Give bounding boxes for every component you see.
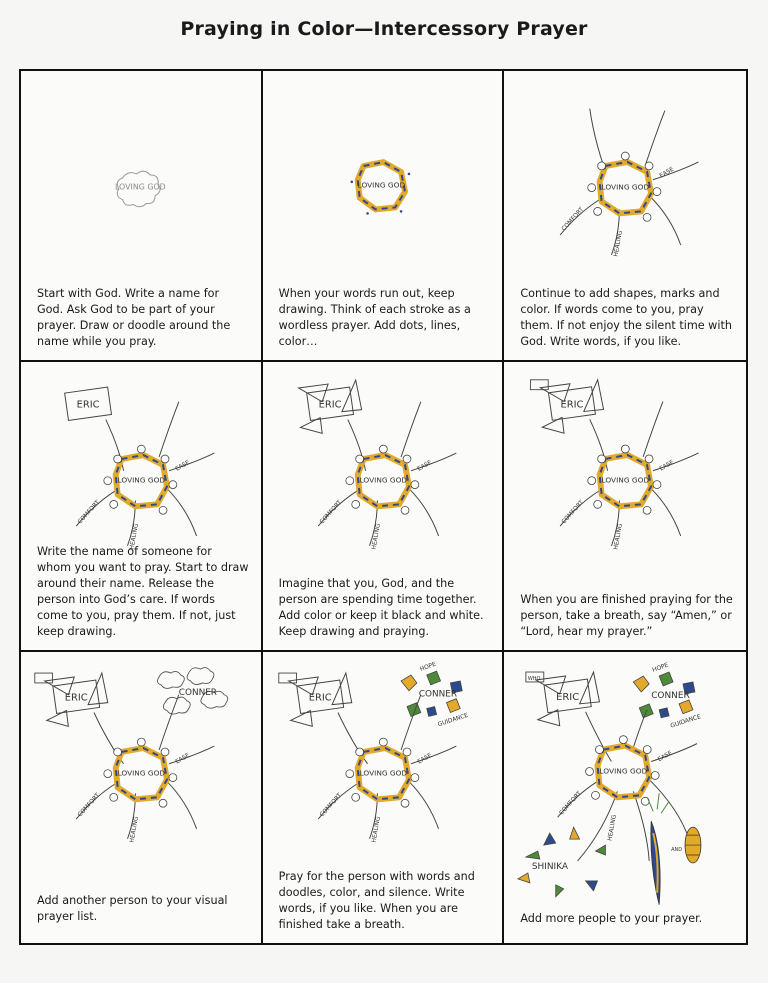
eric-label: ERIC: [318, 399, 342, 411]
step-8-caption: Pray for the person with words and doodles, color, and silence. Write words, if you like. When you are finished take a breath.: [278, 869, 475, 931]
shinika-label: SHINIKA: [532, 862, 569, 873]
step-panel-1: [21, 71, 263, 362]
step-5-caption: Imagine that you, God, and the person are spending time together. Add color or keep it black and white. Keep drawing and praying.: [278, 577, 484, 639]
hope-label: HOPE: [651, 661, 670, 675]
healing-label: HEALING: [606, 814, 619, 842]
guidance-label: GUIDANCE: [436, 713, 469, 729]
step-panel-5: [263, 362, 505, 653]
god-label: LOVING GOD: [599, 766, 648, 776]
god-label: LOVING GOD: [359, 768, 407, 778]
step-3-caption: Continue to add shapes, marks and color. If words come to you, pray them. If not enjoy the silent time with God. Write words, if you like.: [520, 286, 732, 348]
comfort-label: COMFORT: [560, 498, 586, 526]
healing-label: HEALING: [129, 816, 140, 844]
god-label: LOVING GOD: [601, 182, 650, 192]
conner-label: CONNER: [418, 690, 457, 701]
ease-label: EASE: [658, 165, 676, 180]
ease-label: EASE: [174, 459, 192, 473]
comfort-label: COMFORT: [77, 793, 102, 819]
god-label: LOVING GOD: [117, 475, 166, 485]
conner-label: CONNER: [178, 688, 217, 699]
page-title: Praying in Color—Intercessory Prayer: [180, 18, 588, 40]
ease-label: EASE: [416, 459, 433, 473]
step-panel-9: [504, 652, 746, 943]
god-label: LOVING GOD: [117, 768, 166, 778]
ease-label: EASE: [656, 749, 674, 764]
step-1-caption: Start with God. Write a name for God. Ask God to be part of your prayer. Draw or doodle around the name while you pray.: [37, 286, 231, 348]
god-label: LOVING GOD: [114, 182, 166, 192]
step-2-caption: When your words run out, keep drawing. Think of each stroke as a wordless prayer. Add dots, lines, color…: [278, 286, 471, 348]
comfort-label: COMFORT: [560, 206, 586, 233]
step-7-caption: Add another person to your visual prayer list.: [37, 893, 228, 923]
step-9-drawing: [504, 652, 746, 943]
god-label: LOVING GOD: [359, 475, 407, 485]
ease-label: EASE: [416, 753, 433, 766]
who-label: WHO: [528, 676, 541, 683]
god-label: LOVING GOD: [601, 475, 650, 485]
comfort-label: COMFORT: [558, 790, 584, 817]
eric-label: ERIC: [76, 399, 100, 411]
comfort-label: COMFORT: [318, 499, 343, 526]
eric-label: ERIC: [560, 399, 584, 411]
healing-label: HEALING: [371, 816, 382, 844]
step-panel-6: [504, 362, 746, 653]
step-panel-7: [21, 652, 263, 943]
step-panel-2: [263, 71, 505, 362]
and-label: AND: [671, 847, 683, 854]
step-6-caption: When you are finished praying for the person, take a breath, say “Amen,” or “Lord, hear my prayer.”: [520, 593, 733, 639]
step-panel-3: [504, 71, 746, 362]
comfort-label: COMFORT: [77, 499, 102, 526]
step-panel-8: [263, 652, 505, 943]
eric-label: ERIC: [556, 692, 580, 704]
eric-label: ERIC: [64, 693, 88, 705]
healing-label: HEALING: [371, 522, 382, 550]
step-panel-4: [21, 362, 263, 653]
prayer-steps-grid: [19, 69, 748, 945]
step-9-caption: Add more people to your prayer.: [520, 911, 703, 925]
healing-label: HEALING: [612, 230, 625, 258]
ease-label: EASE: [174, 753, 192, 766]
god-label: LOVING GOD: [357, 180, 405, 190]
comfort-label: COMFORT: [318, 793, 343, 819]
healing-label: HEALING: [612, 522, 625, 550]
step-4-caption: Write the name of someone for whom you want to pray. Start to draw around their name. Release the person into God’s care. If words come to you, pray them. If not, just keep drawing.: [37, 545, 249, 639]
eric-label: ERIC: [308, 692, 332, 704]
healing-label: HEALING: [129, 522, 140, 550]
guidance-label: GUIDANCE: [669, 713, 703, 730]
ease-label: EASE: [658, 458, 676, 473]
conner-label: CONNER: [651, 691, 691, 702]
hope-label: HOPE: [419, 662, 437, 674]
